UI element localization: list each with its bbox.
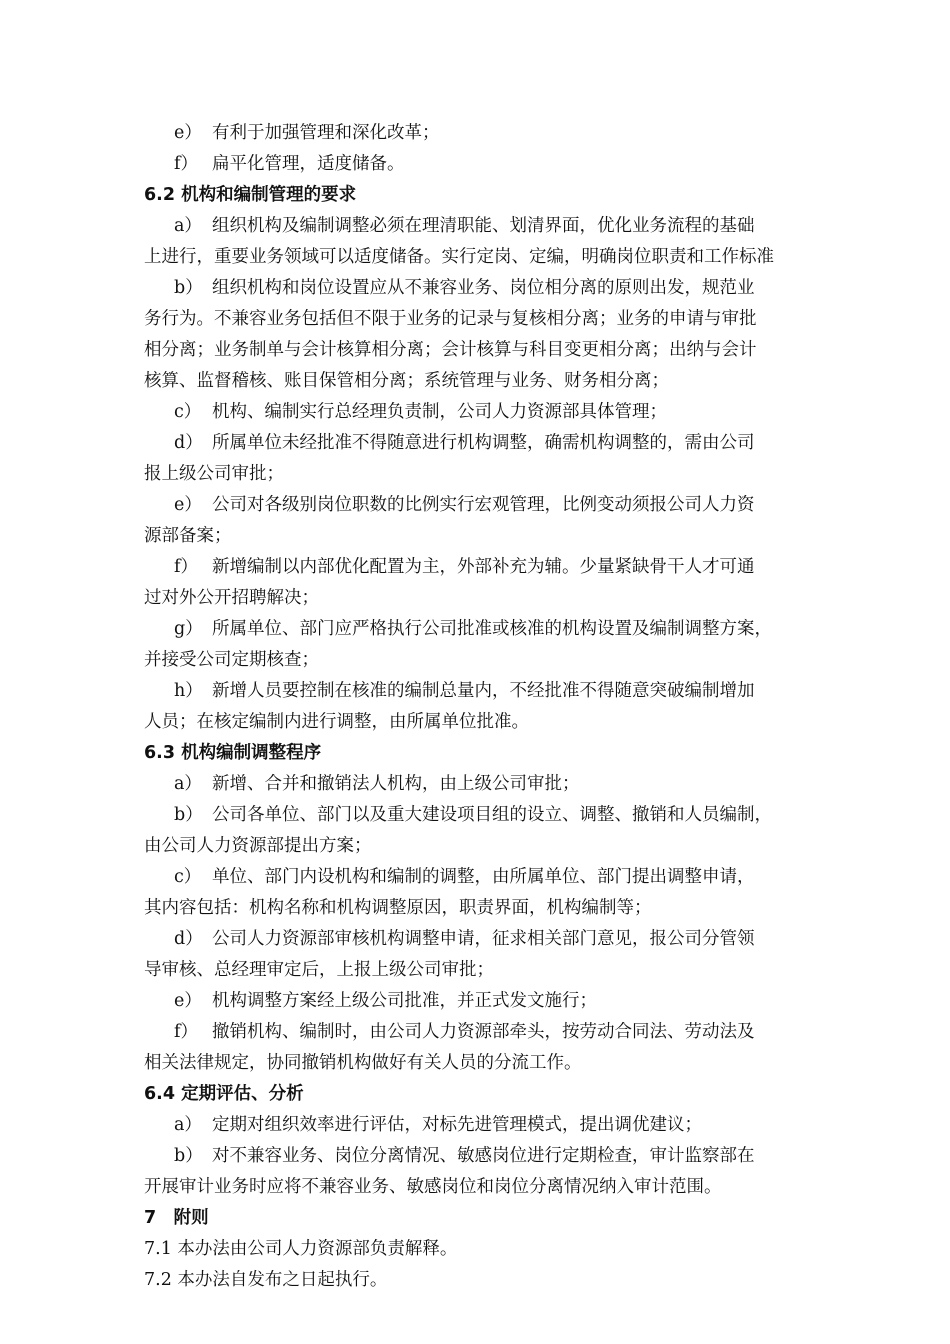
list-item-line	[144, 149, 810, 180]
list-item-continuation: 相分离；业务制单与会计核算相分离；会计核算与科目变更相分离；出纳与会计	[144, 340, 757, 360]
list-item-line	[144, 924, 810, 955]
list-item-continuation: 导审核、总经理审定后，上报上级公司审批；	[144, 960, 494, 980]
section-heading: 7 附则	[144, 1208, 209, 1228]
list-item-label: d）	[174, 433, 203, 453]
list-item-label: c）	[174, 867, 202, 887]
section-heading: 6.2 机构和编制管理的要求	[144, 185, 357, 205]
list-item-label: e）	[174, 495, 202, 515]
list-item-text: 对不兼容业务、岗位分离情况、敏感岗位进行定期检查，审计监察部在	[212, 1146, 755, 1166]
list-item-label: b）	[174, 805, 203, 825]
list-item-label: h）	[174, 681, 203, 701]
clause-text: 7.2 本办法自发布之日起执行。	[144, 1270, 388, 1290]
list-item-text: 扁平化管理，适度储备。	[212, 154, 405, 174]
list-item-line	[144, 211, 810, 242]
list-item-line	[144, 769, 810, 800]
list-item-text: 公司人力资源部审核机构调整申请，征求相关部门意见，报公司分管领	[212, 929, 755, 949]
list-item-text: 新增、合并和撤销法人机构，由上级公司审批；	[212, 774, 580, 794]
list-item-text: 新增编制以内部优化配置为主，外部补充为辅。少量紧缺骨干人才可通	[212, 557, 755, 577]
list-item-line	[144, 428, 810, 459]
list-item-label: b）	[174, 278, 203, 298]
list-item-label: f）	[174, 1022, 198, 1042]
list-item-text: 有利于加强管理和深化改革；	[212, 123, 440, 143]
list-item-text: 机构、编制实行总经理负责制，公司人力资源部具体管理；	[212, 402, 667, 422]
list-item-label: c）	[174, 402, 202, 422]
list-item-line	[144, 397, 810, 428]
list-item-continuation: 相关法律规定，协同撤销机构做好有关人员的分流工作。	[144, 1053, 582, 1073]
list-item-continuation: 人员；在核定编制内进行调整，由所属单位批准。	[144, 712, 529, 732]
list-item-text: 新增人员要控制在核准的编制总量内，不经批准不得随意突破编制增加	[212, 681, 755, 701]
list-item-label: a）	[174, 1115, 202, 1135]
list-item-continuation: 其内容包括：机构名称和机构调整原因，职责界面，机构编制等；	[144, 898, 652, 918]
document-body	[144, 118, 810, 1296]
list-item-continuation: 报上级公司审批；	[144, 464, 284, 484]
list-item-text: 单位、部门内设机构和编制的调整，由所属单位、部门提出调整申请，	[212, 867, 755, 887]
list-item-line	[144, 1110, 810, 1141]
list-item-line	[144, 1017, 810, 1048]
list-item-label: a）	[174, 216, 202, 236]
list-item-continuation: 并接受公司定期核查；	[144, 650, 319, 670]
list-item-text: 公司各单位、部门以及重大建设项目组的设立、调整、撤销和人员编制，	[212, 805, 772, 825]
list-item-continuation: 源部备案；	[144, 526, 232, 546]
list-item-text: 组织机构和岗位设置应从不兼容业务、岗位相分离的原则出发，规范业	[212, 278, 755, 298]
list-item-text: 所属单位未经批准不得随意进行机构调整，确需机构调整的，需由公司	[212, 433, 755, 453]
list-item-line	[144, 862, 810, 893]
list-item-continuation: 由公司人力资源部提出方案；	[144, 836, 372, 856]
list-item-line	[144, 676, 810, 707]
list-item-text: 组织机构及编制调整必须在理清职能、划清界面，优化业务流程的基础	[212, 216, 755, 236]
list-item-continuation: 过对外公开招聘解决；	[144, 588, 319, 608]
list-item-text: 机构调整方案经上级公司批准，并正式发文施行；	[212, 991, 597, 1011]
list-item-label: e）	[174, 991, 202, 1011]
list-item-text: 所属单位、部门应严格执行公司批准或核准的机构设置及编制调整方案，	[212, 619, 772, 639]
list-item-text: 定期对组织效率进行评估，对标先进管理模式，提出调优建议；	[212, 1115, 702, 1135]
clause-text: 7.1 本办法由公司人力资源部负责解释。	[144, 1239, 458, 1259]
list-item-line	[144, 986, 810, 1017]
section-heading: 6.3 机构编制调整程序	[144, 743, 322, 763]
list-item-line	[144, 490, 810, 521]
list-item-line	[144, 1141, 810, 1172]
list-item-line	[144, 614, 810, 645]
list-item-continuation: 务行为。不兼容业务包括但不限于业务的记录与复核相分离；业务的申请与审批	[144, 309, 757, 329]
list-item-line	[144, 118, 810, 149]
list-item-label: d）	[174, 929, 203, 949]
list-item-line	[144, 800, 810, 831]
list-item-text: 公司对各级别岗位职数的比例实行宏观管理，比例变动须报公司人力资	[212, 495, 755, 515]
list-item-line	[144, 552, 810, 583]
list-item-continuation: 上进行，重要业务领域可以适度储备。实行定岗、定编，明确岗位职责和工作标准	[144, 247, 774, 267]
list-item-label: a）	[174, 774, 202, 794]
list-item-label: f）	[174, 154, 198, 174]
list-item-line	[144, 273, 810, 304]
list-item-text: 撤销机构、编制时，由公司人力资源部牵头，按劳动合同法、劳动法及	[212, 1022, 755, 1042]
list-item-continuation: 核算、监督稽核、账目保管相分离；系统管理与业务、财务相分离；	[144, 371, 669, 391]
list-item-label: g）	[174, 619, 203, 639]
section-heading: 6.4 定期评估、分析	[144, 1084, 304, 1104]
list-item-label: e）	[174, 123, 202, 143]
list-item-label: b）	[174, 1146, 203, 1166]
list-item-continuation: 开展审计业务时应将不兼容业务、敏感岗位和岗位分离情况纳入审计范围。	[144, 1177, 722, 1197]
list-item-label: f）	[174, 557, 198, 577]
